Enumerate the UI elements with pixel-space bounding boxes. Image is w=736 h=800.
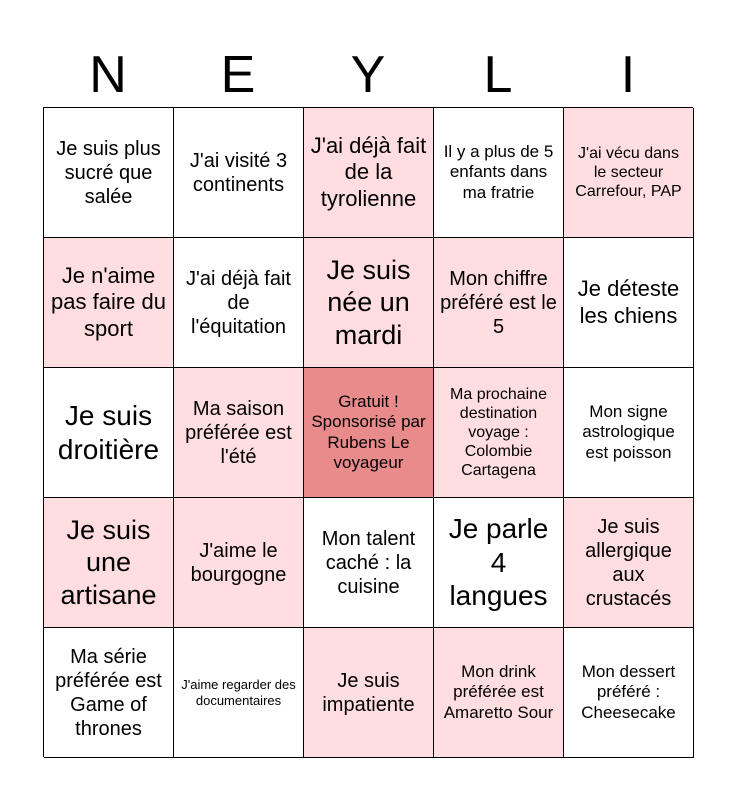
bingo-cell[interactable]: Mon drink préférée est Amaretto Sour	[434, 628, 564, 758]
free-space-cell[interactable]: Gratuit ! Sponsorisé par Rubens Le voyageur	[304, 368, 434, 498]
bingo-header	[43, 44, 693, 106]
header-letter-5: I	[620, 46, 636, 104]
bingo-cell[interactable]: Mon signe astrologique est poisson	[564, 368, 694, 498]
bingo-cell[interactable]: Je suis née un mardi	[304, 238, 434, 368]
header-letter-2: E	[220, 46, 256, 104]
bingo-cell[interactable]: Il y a plus de 5 enfants dans ma fratrie	[434, 108, 564, 238]
header-letter-1: N	[89, 46, 127, 104]
bingo-cell[interactable]: J'aime regarder des documentaires	[174, 628, 304, 758]
bingo-cell[interactable]: Je déteste les chiens	[564, 238, 694, 368]
bingo-cell[interactable]: Ma série préférée est Game of thrones	[44, 628, 174, 758]
bingo-cell[interactable]: Je suis plus sucré que salée	[44, 108, 174, 238]
header-letter-3: Y	[350, 46, 386, 104]
bingo-cell[interactable]: Je suis une artisane	[44, 498, 174, 628]
bingo-cell[interactable]: J'ai déjà fait de la tyrolienne	[304, 108, 434, 238]
bingo-cell[interactable]: Ma saison préférée est l'été	[174, 368, 304, 498]
header-letter-4: L	[483, 46, 513, 104]
bingo-cell[interactable]: J'ai vécu dans le secteur Carrefour, PAP	[564, 108, 694, 238]
bingo-cell[interactable]: J'ai déjà fait de l'équitation	[174, 238, 304, 368]
bingo-cell[interactable]: Mon talent caché : la cuisine	[304, 498, 434, 628]
bingo-cell[interactable]: Je suis allergique aux crustacés	[564, 498, 694, 628]
bingo-board	[43, 107, 693, 757]
bingo-cell[interactable]: J'ai visité 3 continents	[174, 108, 304, 238]
bingo-cell[interactable]: Je n'aime pas faire du sport	[44, 238, 174, 368]
bingo-cell[interactable]: Je parle 4 langues	[434, 498, 564, 628]
bingo-cell[interactable]: Je suis droitière	[44, 368, 174, 498]
bingo-cell[interactable]: Je suis impatiente	[304, 628, 434, 758]
bingo-cell[interactable]: Mon dessert préféré : Cheesecake	[564, 628, 694, 758]
bingo-cell[interactable]: J'aime le bourgogne	[174, 498, 304, 628]
bingo-cell[interactable]: Mon chiffre préféré est le 5	[434, 238, 564, 368]
bingo-cell[interactable]: Ma prochaine destination voyage : Colombie Cartagena	[434, 368, 564, 498]
